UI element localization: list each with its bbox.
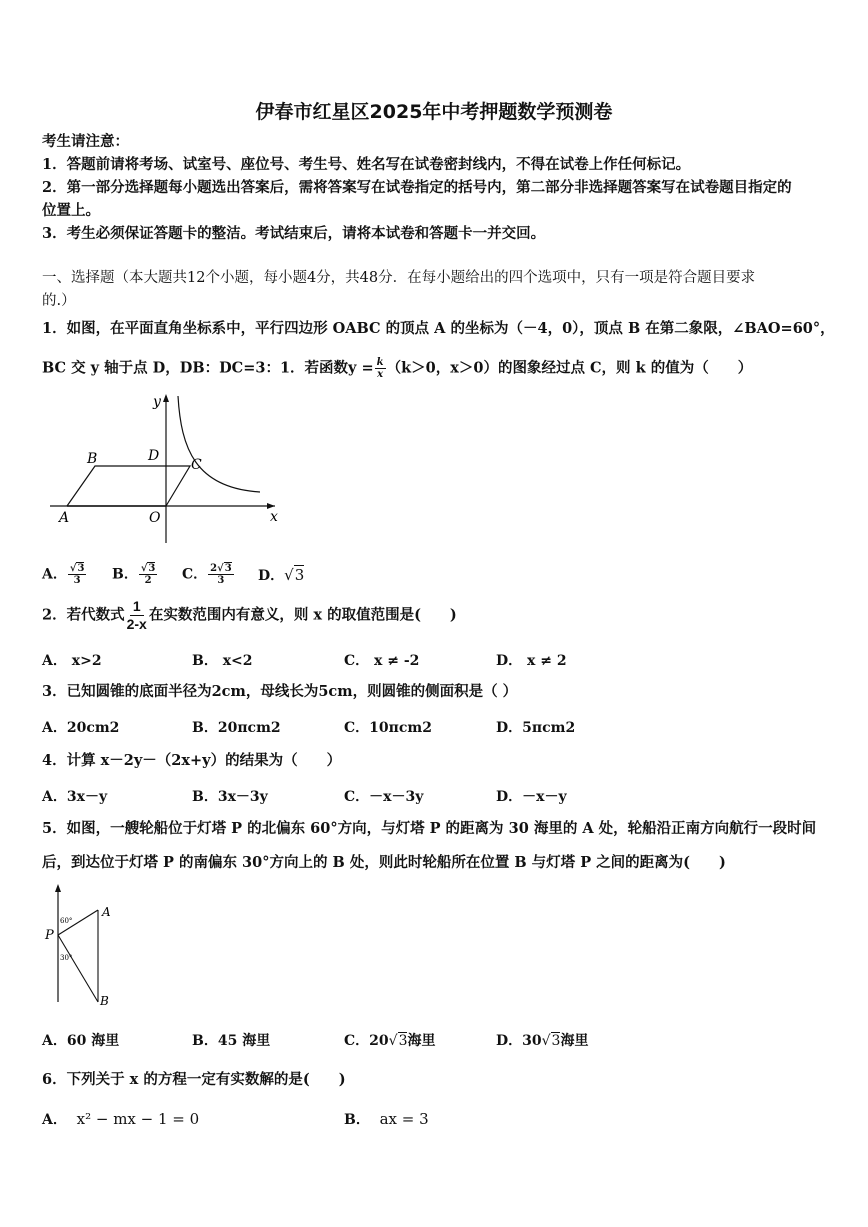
q1-option-b[interactable]: B． $\frac{√3}{2}$ bbox=[112, 563, 156, 586]
notice-item: 2．第一部分选择题每小题选出答案后，需将答案写在试卷指定的括号内，第二部分非选择题答案写在试卷题目指定的 bbox=[42, 179, 792, 196]
q4-stem: 4．计算 x－2y－（2x+y）的结果为（ ） bbox=[42, 752, 342, 769]
q2-option-d[interactable]: D． x ≠ 2 bbox=[496, 653, 567, 669]
q4-option-b[interactable]: B．3x－3y bbox=[192, 789, 268, 805]
q2-option-a[interactable]: A． x>2 bbox=[42, 653, 102, 669]
q1-stem-line1: 1．如图，在平面直角坐标系中，平行四边形 OABC 的顶点 A 的坐标为（－4，0），顶点 B 在第二象限，∠BAO=60°， bbox=[42, 320, 835, 337]
point-a-label: A bbox=[59, 510, 70, 526]
section-heading-cont: 的.） bbox=[42, 293, 76, 309]
q1-option-c[interactable]: C． $\frac{2√3}{3}$ bbox=[182, 563, 232, 586]
q5-option-c[interactable]: C．20√3海里 bbox=[344, 1033, 436, 1049]
q6-option-b[interactable]: B． ax = 3 bbox=[344, 1110, 429, 1128]
q3-stem: 3．已知圆锥的底面半径为2cm，母线长为5cm，则圆锥的侧面积是（ ） bbox=[42, 683, 518, 700]
q1-option-a[interactable]: A． $\frac{√3}{3}$ bbox=[42, 563, 85, 586]
q4-option-d[interactable]: D．－x－y bbox=[496, 789, 567, 805]
q1-option-d[interactable]: D．√3 bbox=[258, 566, 305, 584]
q6-option-a[interactable]: A． x² − mx − 1 = 0 bbox=[42, 1110, 200, 1128]
q1-stem-line2: BC 交 y 轴于点 D，DB：DC=3：1．若函数y = $\frac{k}{x}$ （k＞0，x＞0）的图象经过点 C，则 k 的值为（ ） bbox=[42, 357, 753, 380]
notice-item: 1．答题前请将考场、试室号、座位号、考生号、姓名写在试卷密封线内，不得在试卷上作任何标记。 bbox=[42, 156, 691, 173]
point-o-label: O bbox=[149, 510, 161, 526]
q2-fraction: $\frac{1}{2-x}$ bbox=[126, 598, 147, 632]
q3-option-b[interactable]: B．20πcm2 bbox=[192, 720, 281, 736]
y-axis-label: y bbox=[153, 394, 161, 410]
page-title: 伊春市红星区2025年中考押题数学预测卷 bbox=[255, 101, 613, 123]
angle-30-label: 30° bbox=[60, 954, 73, 962]
q1-figure bbox=[45, 388, 290, 548]
q3-option-c[interactable]: C．10πcm2 bbox=[344, 720, 432, 736]
q3-option-a[interactable]: A．20cm2 bbox=[42, 720, 120, 736]
q5-figure bbox=[40, 880, 130, 1010]
x-axis-label: x bbox=[270, 509, 278, 525]
q5-stem-line2: 后，到达位于灯塔 P 的南偏东 30°方向上的 B 处，则此时轮船所在位置 B 与灯塔 P 之间的距离为( ) bbox=[42, 854, 726, 871]
notice-item: 3．考生必须保证答题卡的整洁。考试结束后，请将本试卷和答题卡一并交回。 bbox=[42, 225, 546, 242]
angle-60-label: 60° bbox=[60, 917, 73, 925]
q2-stem: 2．若代数式 $\frac{1}{2-x}$ 在实数范围内有意义，则 x 的取值范围是( ) bbox=[42, 598, 457, 632]
q2-option-b[interactable]: B． x<2 bbox=[192, 653, 253, 669]
q1-fraction: $\frac{k}{x}$ bbox=[376, 357, 384, 380]
q4-option-a[interactable]: A．3x－y bbox=[42, 789, 108, 805]
q3-option-d[interactable]: D．5πcm2 bbox=[496, 720, 576, 736]
point-d-label: D bbox=[148, 448, 160, 464]
notice-heading: 考生请注意： bbox=[42, 133, 129, 150]
point-a-label: A bbox=[102, 905, 111, 919]
q5-stem-line1: 5．如图，一艘轮船位于灯塔 P 的北偏东 60°方向，与灯塔 P 的距离为 30 海里的 A 处，轮船沿正南方向航行一段时间 bbox=[42, 820, 817, 837]
q6-stem: 6．下列关于 x 的方程一定有实数解的是( ) bbox=[42, 1071, 346, 1088]
q2-option-c[interactable]: C． x ≠ -2 bbox=[344, 653, 420, 669]
notice-item: 位置上。 bbox=[42, 202, 100, 219]
point-b-label: B bbox=[100, 994, 109, 1008]
q5-option-d[interactable]: D．30√3海里 bbox=[496, 1033, 589, 1049]
q5-option-a[interactable]: A．60 海里 bbox=[42, 1033, 120, 1049]
point-c-label: C bbox=[191, 457, 202, 473]
point-b-label: B bbox=[87, 451, 98, 467]
point-p-label: P bbox=[45, 928, 54, 943]
q5-option-b[interactable]: B．45 海里 bbox=[192, 1033, 271, 1049]
q4-option-c[interactable]: C．－x－3y bbox=[344, 789, 424, 805]
section-heading: 一、选择题（本大题共12个小题，每小题4分，共48分．在每小题给出的四个选项中，只有一项是符合题目要求 bbox=[42, 270, 756, 286]
